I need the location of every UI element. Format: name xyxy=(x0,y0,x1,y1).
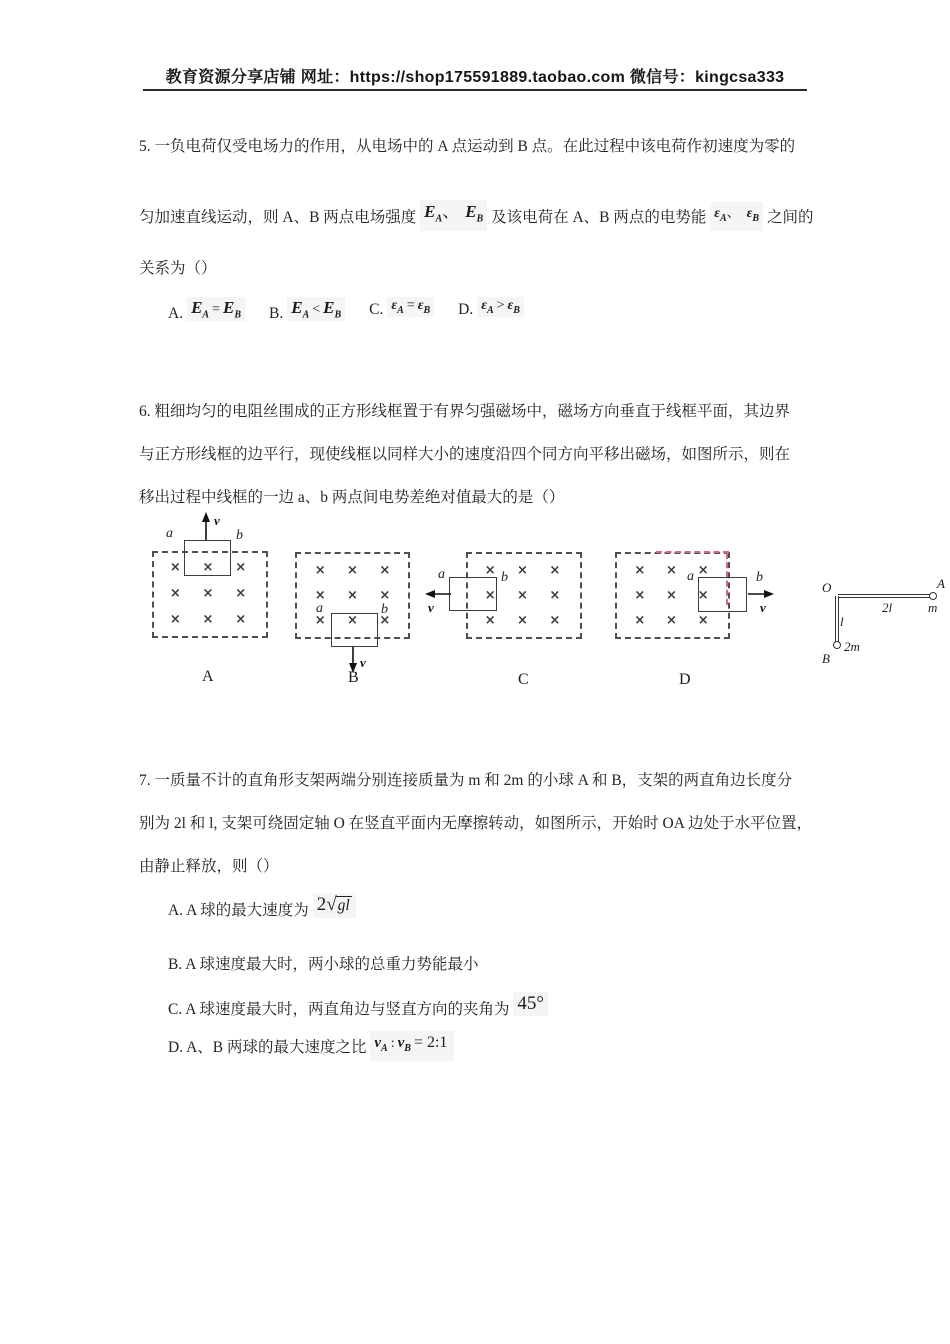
cross-icon: × xyxy=(634,588,646,603)
mass-m-label: m xyxy=(928,600,938,615)
cross-icon: × xyxy=(517,613,528,628)
cross-icon: × xyxy=(666,588,677,603)
q5-line3: 关系为（） xyxy=(139,260,217,277)
q7-line2: 别为 2l 和 l, 支架可绕固定轴 O 在竖直平面内无摩擦转动，如图所示，开始时 OA 边处于水平位置， xyxy=(139,815,812,832)
cross-icon: × xyxy=(314,588,326,603)
q5-option-d: D. $\varepsilon_A > \varepsilon_B$ xyxy=(458,297,524,323)
wire-frame-A xyxy=(184,540,231,576)
formula-2-sqrt-gl: 2√gl xyxy=(313,893,356,918)
formula-EA-EB: $E_A$、 $E_B$ xyxy=(420,200,487,231)
velocity-arrow-up-icon xyxy=(200,512,212,540)
q6-line3: 移出过程中线框的一边 a、b 两点间电势差绝对值最大的是（） xyxy=(139,489,565,506)
q6-line2: 与正方形线框的边平行，现使线框以同样大小的速度沿四个同方向平移出磁场，如图所示，则在 xyxy=(139,446,791,463)
figure-label-A: A xyxy=(202,668,214,685)
ball-B-node xyxy=(833,641,841,649)
q7-line1: 7. 一质量不计的直角形支架两端分别连接质量为 m 和 2m 的小球 A 和 B，支架的两直角边长度分 xyxy=(139,772,793,789)
q5-option-b: B. $E_A < E_B$ xyxy=(269,297,345,323)
wire-frame-B xyxy=(331,613,378,647)
cross-icon: × xyxy=(697,588,709,603)
a-label: a xyxy=(166,526,173,541)
cross-icon: × xyxy=(697,563,709,578)
cross-icon: × xyxy=(634,613,646,628)
q5-line2-text-a: 匀加速直线运动，则 A、B 两点电场强度 xyxy=(139,209,417,226)
velocity-arrow-left-icon xyxy=(425,588,451,600)
v-label: v xyxy=(760,600,766,615)
b-label: b xyxy=(501,570,508,585)
cross-icon: × xyxy=(347,613,358,628)
q6-line1: 6. 粗细均匀的电阻丝围成的正方形线框置于有界匀强磁场中，磁场方向垂直于线框平面，其边界 xyxy=(139,403,791,420)
cross-icon: × xyxy=(697,613,709,628)
b-label: b xyxy=(756,570,763,585)
cross-icon: × xyxy=(235,611,247,627)
q5-options xyxy=(168,297,524,323)
cross-icon: × xyxy=(314,563,326,578)
cross-icon: × xyxy=(235,560,247,576)
q5-option-a: A. $E_A = E_B$ xyxy=(168,297,245,323)
cross-icon: × xyxy=(202,585,214,601)
pivot-O-label: O xyxy=(822,580,832,595)
point-B-label: B xyxy=(822,651,830,666)
cross-icon: × xyxy=(202,560,214,576)
q7-option-b: B. A 球速度最大时，两小球的总重力势能最小 xyxy=(168,956,479,973)
cross-icon: × xyxy=(169,585,181,601)
cross-icon: × xyxy=(549,563,561,578)
cross-icon: × xyxy=(347,588,358,603)
wire-frame-C xyxy=(449,577,497,611)
q5-line2-text-b: 及该电荷在 A、B 两点的电势能 xyxy=(491,209,707,226)
cross-icon: × xyxy=(379,563,391,578)
cross-icon: × xyxy=(379,613,391,628)
q7-option-a: A. A 球的最大速度为 2√gl xyxy=(168,893,356,922)
cross-icon: × xyxy=(314,613,326,628)
cross-icon: × xyxy=(517,563,528,578)
mass-2m-label: 2m xyxy=(844,639,860,654)
cross-icon: × xyxy=(484,588,496,603)
cross-icon: × xyxy=(379,588,391,603)
q5-line1: 5. 一负电荷仅受电场力的作用，从电场中的 A 点运动到 B 点。在此过程中该电荷作初速度为零的 xyxy=(139,138,796,155)
bracket-vertical-rod xyxy=(835,596,839,643)
v-label: v xyxy=(214,513,220,528)
q5-line2-text-c: 之间的 xyxy=(766,209,814,226)
q7-option-c: C. A 球速度最大时，两直角边与竖直方向的夹角为 45° xyxy=(168,992,548,1021)
cross-icon: × xyxy=(666,613,677,628)
shop-header-text: 教育资源分享店铺 网址：https://shop175591889.taobao.com 微信号：kingcsa333 xyxy=(165,69,785,86)
a-label: a xyxy=(438,567,445,582)
cross-icon: × xyxy=(169,560,181,576)
cross-icon: × xyxy=(549,588,561,603)
formula-epsA-eq-epsB: $\varepsilon_A = \varepsilon_B$ xyxy=(387,297,434,317)
cross-icon: × xyxy=(549,613,561,628)
cross-icon: × xyxy=(517,588,528,603)
figure-label-C: C xyxy=(518,671,529,688)
formula-EA-eq-EB: $E_A = E_B$ xyxy=(187,297,245,321)
v-label: v xyxy=(428,600,434,615)
q7-line3: 由静止释放，则（） xyxy=(139,858,279,875)
cross-icon: × xyxy=(169,611,181,627)
cross-icon: × xyxy=(347,563,358,578)
q5-line2 xyxy=(139,200,813,231)
cross-icon: × xyxy=(484,613,496,628)
cross-icon: × xyxy=(666,563,677,578)
formula-epsA-epsB: $\varepsilon_A$、 $\varepsilon_B$ xyxy=(710,202,763,231)
length-l-label: l xyxy=(840,614,844,629)
header-underline xyxy=(143,89,807,91)
ball-A-node xyxy=(929,592,937,600)
figure-label-B: B xyxy=(348,669,359,686)
a-label: a xyxy=(687,569,694,584)
q7-option-d: D. A、B 两球的最大速度之比 $v_A$ : $v_B$ = 2:1 xyxy=(168,1031,454,1061)
b-label: b xyxy=(381,602,388,617)
formula-vA-vB-ratio: $v_A$ : $v_B$ = 2:1 xyxy=(370,1031,454,1061)
cross-icon: × xyxy=(202,611,214,627)
bracket-horizontal-rod xyxy=(838,594,934,598)
formula-45deg: 45° xyxy=(513,992,548,1016)
v-label: v xyxy=(360,655,366,670)
point-A-label: A xyxy=(937,576,945,591)
wire-frame-D xyxy=(698,577,747,612)
formula-EA-lt-EB: $E_A < E_B$ xyxy=(287,297,345,321)
velocity-arrow-right-icon xyxy=(748,588,774,600)
b-label: b xyxy=(236,528,243,543)
cross-icon: × xyxy=(484,563,496,578)
length-2l-label: 2l xyxy=(882,600,893,615)
figure-label-D: D xyxy=(679,671,691,688)
a-label: a xyxy=(316,601,323,616)
q5-option-c: C. $\varepsilon_A = \varepsilon_B$ xyxy=(369,297,434,323)
formula-epsA-gt-epsB: $\varepsilon_A > \varepsilon_B$ xyxy=(477,297,524,317)
cross-icon: × xyxy=(235,585,247,601)
cross-icon: × xyxy=(634,563,646,578)
